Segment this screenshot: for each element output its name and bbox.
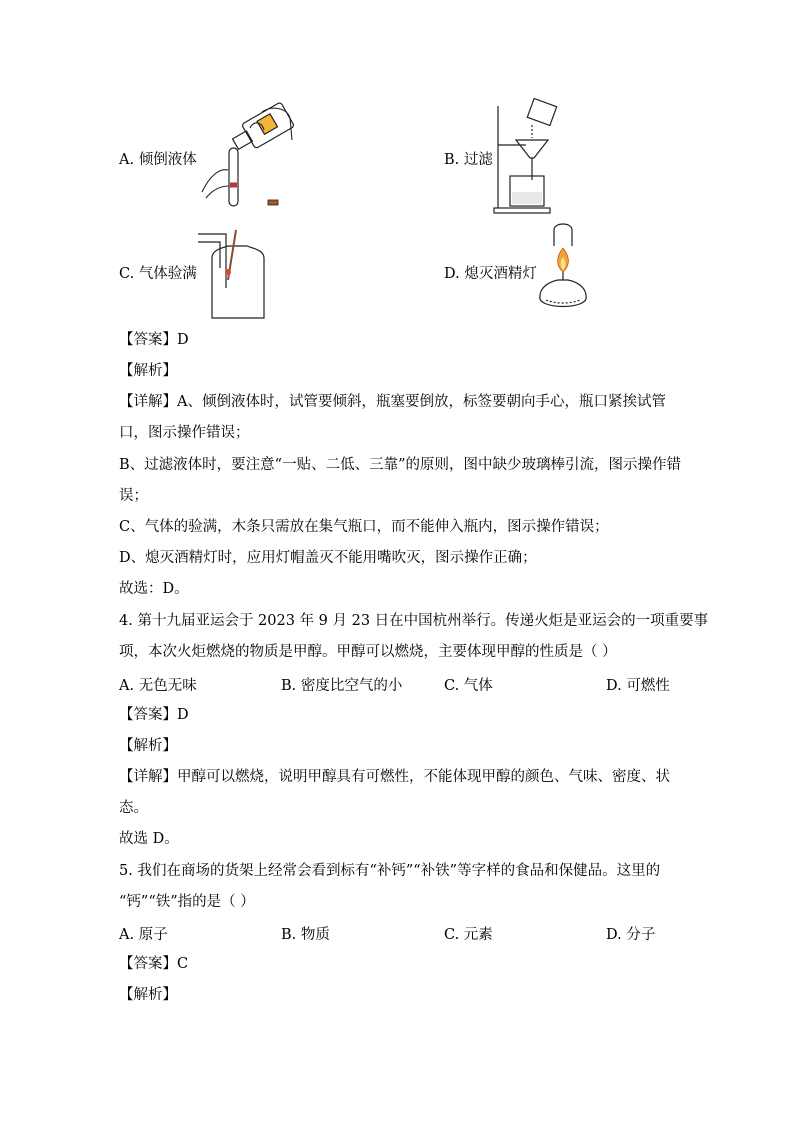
- q5-option-d: D. 分子: [606, 927, 656, 943]
- option-b-label: B. 过滤: [444, 152, 493, 168]
- q4-stem-line: 4. 第十九届亚运会于 2023 年 9 月 23 日在中国杭州举行。传递火炬是亚运会的一项重要事: [119, 613, 709, 629]
- q3-detail-line: 口，图示操作错误；: [119, 425, 250, 441]
- gas-bottle-test-icon: [192, 228, 272, 323]
- q4-stem-line: 项，本次火炬燃烧的物质是甲醇。甲醇可以燃烧，主要体现甲醇的性质是（ ）: [119, 644, 617, 660]
- q5-analysis-heading: 【解析】: [119, 987, 177, 1003]
- q3-detail-line: 【详解】A、倾倒液体时，试管要倾斜，瓶塞要倒放，标签要朝向手心，瓶口紧挨试管: [119, 394, 666, 410]
- q5-option-c: C. 元素: [444, 927, 493, 943]
- q3-detail-line: C、气体的验满，木条只需放在集气瓶口，而不能伸入瓶内，图示操作错误；: [119, 519, 609, 535]
- pouring-liquid-icon: [192, 100, 302, 215]
- q4-detail-line: 态。: [119, 800, 148, 816]
- q5-stem-line: “钙”“铁”指的是（ ）: [119, 894, 255, 910]
- q3-detail-line: B、过滤液体时，要注意“一贴、二低、三靠”的原则，图中缺少玻璃棒引流，图示操作错: [119, 457, 681, 473]
- option-a-label: A. 倾倒液体: [119, 152, 197, 168]
- q4-detail-line: 【详解】甲醇可以燃烧，说明甲醇具有可燃性，不能体现甲醇的颜色、气味、密度、状: [119, 769, 670, 785]
- q4-answer: 【答案】D: [119, 707, 189, 723]
- q3-detail-line: 故选：D。: [119, 581, 189, 597]
- filtration-icon: [492, 100, 572, 215]
- q5-option-b: B. 物质: [281, 927, 330, 943]
- q4-option-a: A. 无色无味: [119, 678, 197, 694]
- q4-option-d: D. 可燃性: [606, 678, 670, 694]
- option-d-label: D. 熄灭酒精灯: [444, 266, 537, 282]
- q3-answer: 【答案】D: [119, 332, 189, 348]
- option-c-label: C. 气体验满: [119, 266, 197, 282]
- q4-option-c: C. 气体: [444, 678, 493, 694]
- q5-option-a: A. 原子: [119, 927, 168, 943]
- q4-analysis-heading: 【解析】: [119, 738, 177, 754]
- q5-answer: 【答案】C: [119, 956, 189, 972]
- q3-detail-line: 误；: [119, 488, 148, 504]
- q4-option-b: B. 密度比空气的小: [281, 678, 403, 694]
- alcohol-lamp-icon: [534, 218, 594, 324]
- q3-analysis-heading: 【解析】: [119, 363, 177, 379]
- q5-stem-line: 5. 我们在商场的货架上经常会看到标有“补钙”“补铁”等字样的食品和保健品。这里的: [119, 863, 661, 879]
- q3-detail-line: D、熄灭酒精灯时，应用灯帽盖灭不能用嘴吹灭，图示操作正确；: [119, 550, 537, 566]
- q4-detail-line: 故选 D。: [119, 831, 179, 847]
